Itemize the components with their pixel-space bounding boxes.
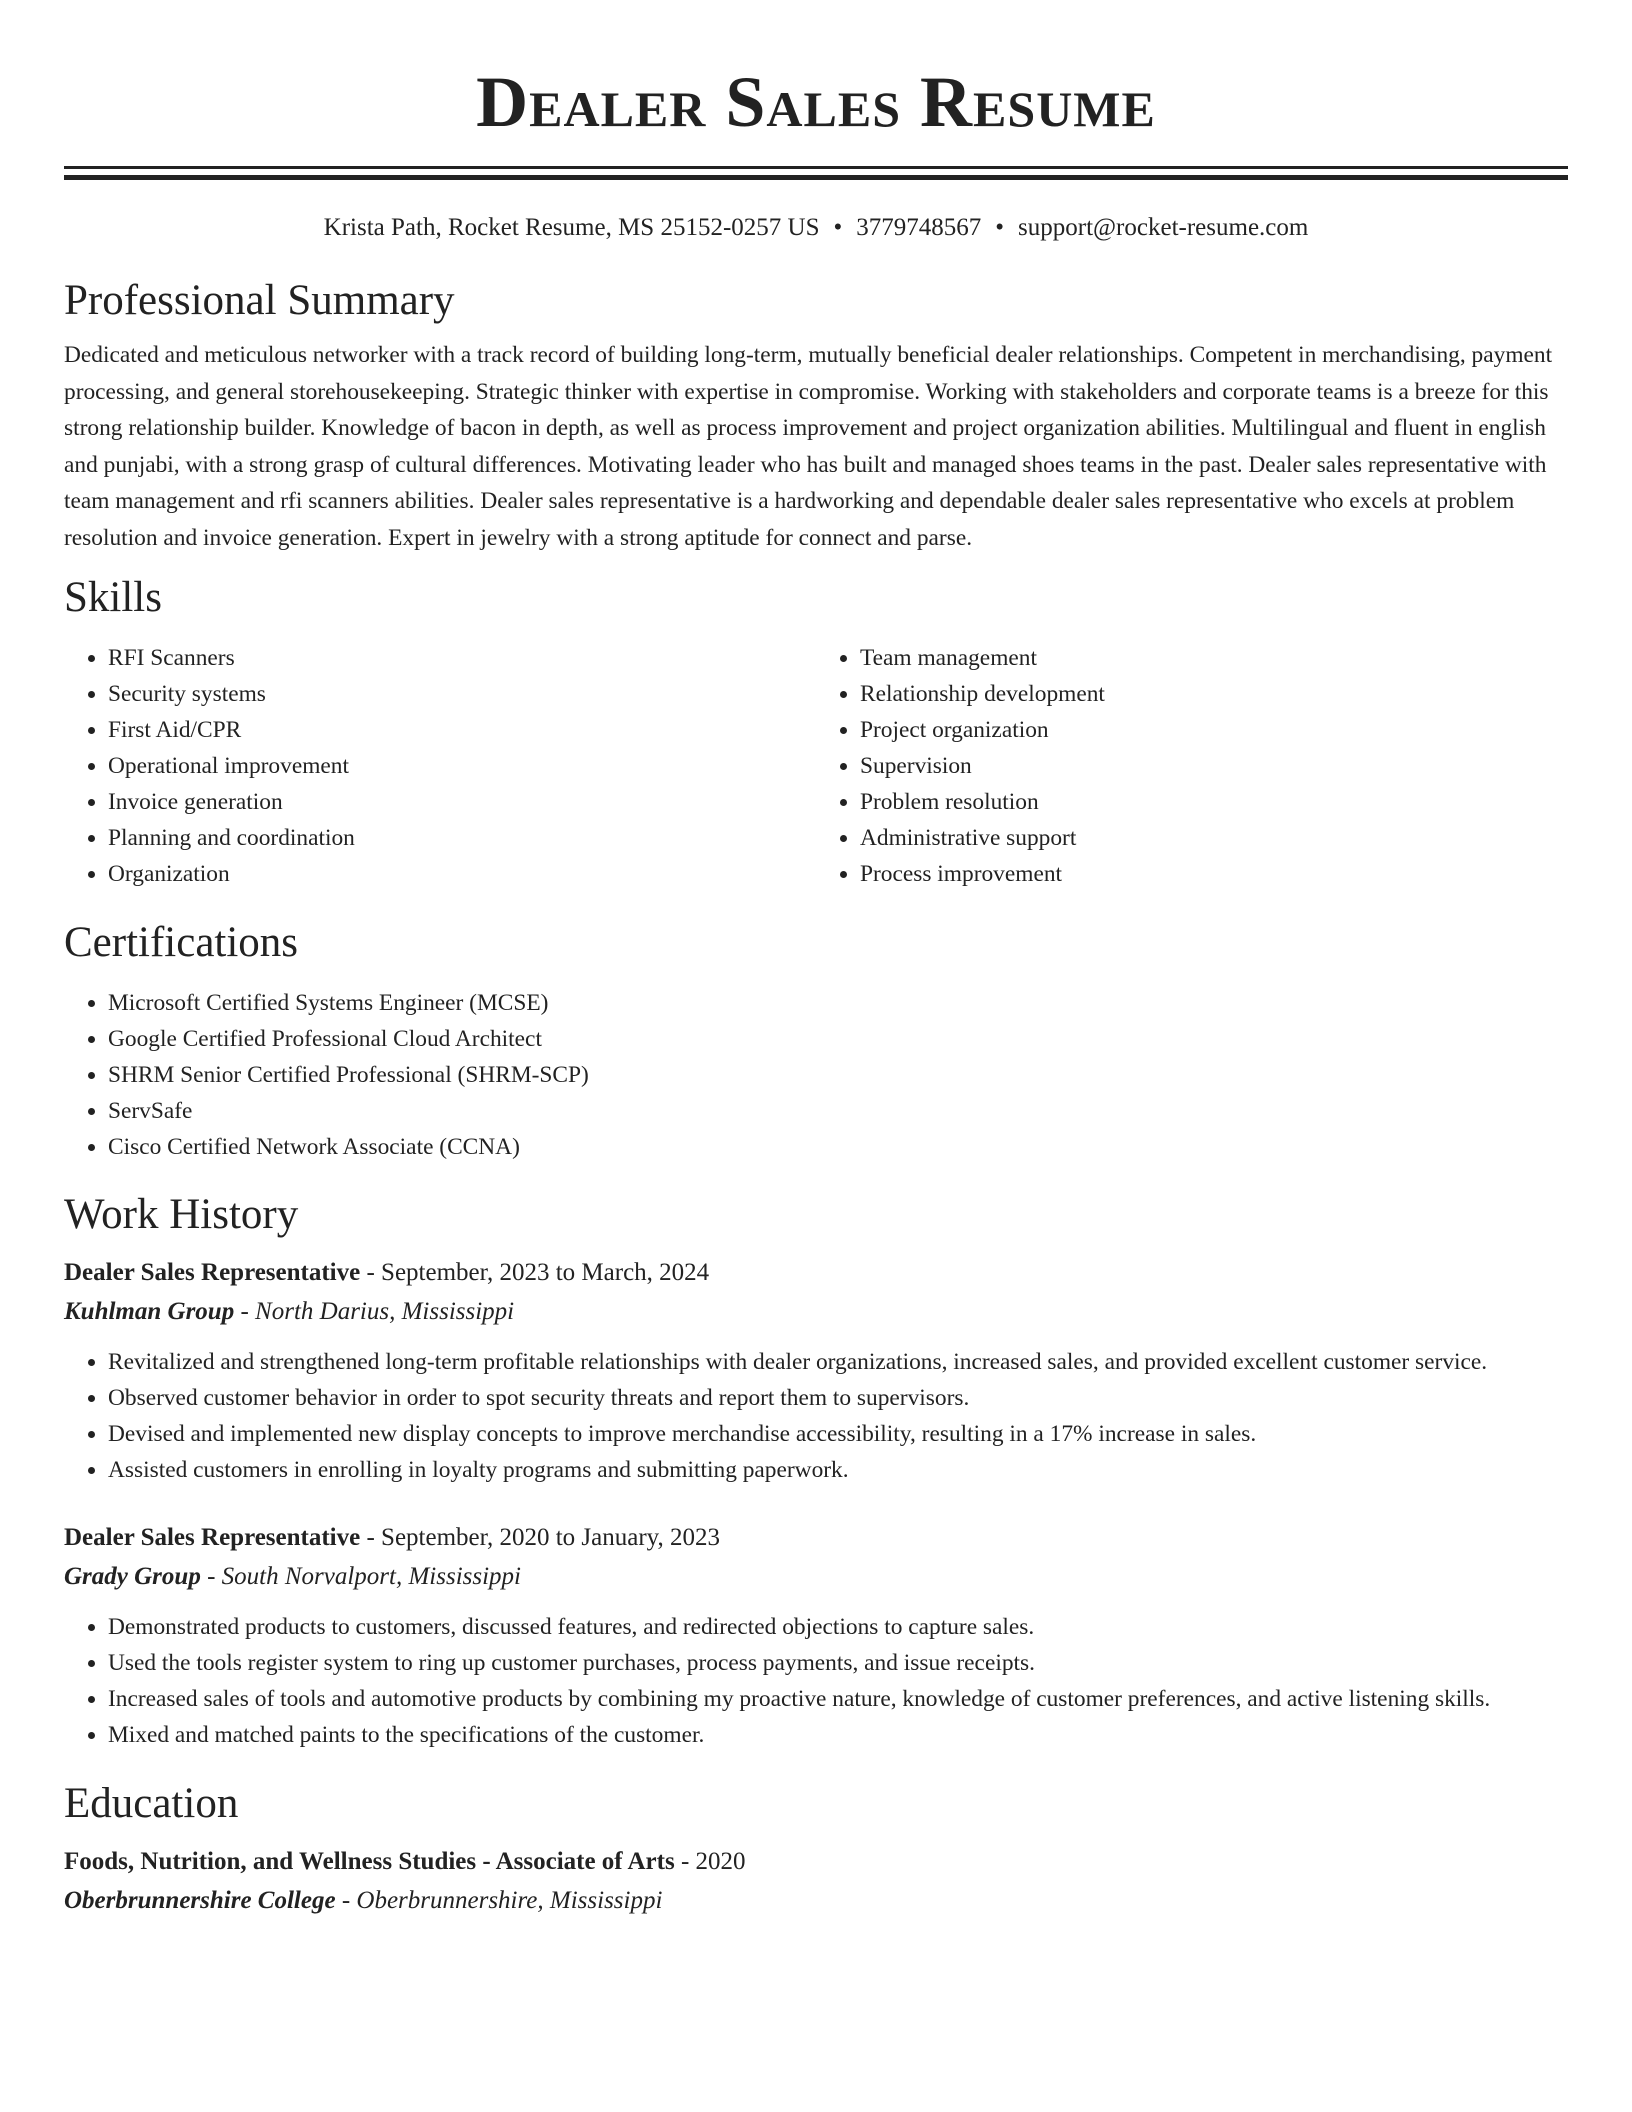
skills-columns — [64, 640, 1568, 892]
skill-item: • Administrative support — [860, 820, 1568, 856]
skill-item: • RFI Scanners — [108, 640, 816, 676]
skills-list-right — [816, 640, 1568, 892]
contact-line — [64, 212, 1568, 244]
summary-heading: Professional Summary — [64, 277, 455, 324]
job-bullet: • Observed customer behavior in order to spot security threats and report them to supervisors. — [108, 1380, 1568, 1416]
certifications-heading: Certifications — [64, 918, 299, 966]
summary-section — [64, 276, 1568, 557]
skill-item: • First Aid/CPR — [108, 712, 816, 748]
skill-item: • Invoice generation — [108, 784, 816, 820]
education-heading: Education — [64, 1779, 239, 1827]
job-bullet: • Devised and implemented new display concepts to improve merchandise accessibility, resulting in a 17% increase in sales. — [108, 1416, 1568, 1452]
education-section — [64, 1779, 1568, 1917]
job-company: Grady Group — [64, 1562, 201, 1590]
certifications-section — [64, 918, 1568, 1165]
job-entry — [64, 1522, 1568, 1753]
job-company-line — [64, 1296, 1568, 1328]
skill-item: • Operational improvement — [108, 748, 816, 784]
job-bullet: • Revitalized and strengthened long-term profitable relationships with dealer organizations, increased sales, and provided excellent customer service. — [108, 1344, 1568, 1380]
contact-separator: • — [995, 214, 1005, 241]
contact-address: Krista Path, Rocket Resume, MS 25152-0257 US — [323, 214, 820, 241]
skill-item: • Security systems — [108, 676, 816, 712]
certification-item: • Google Certified Professional Cloud Architect — [108, 1021, 1568, 1057]
page-title: Dealer Sales Resume — [476, 62, 1156, 142]
certification-item: • ServSafe — [108, 1093, 1568, 1129]
job-bullet: • Mixed and matched paints to the specifications of the customer. — [108, 1717, 1568, 1753]
education-degree: Foods, Nutrition, and Wellness Studies - Associate of Arts — [64, 1847, 675, 1875]
contact-separator: • — [833, 214, 843, 241]
education-year: - 2020 — [674, 1847, 746, 1875]
education-school-line — [64, 1885, 1568, 1917]
contact-email: support@rocket-resume.com — [1018, 214, 1309, 241]
certification-item: • Microsoft Certified Systems Engineer (MCSE) — [108, 985, 1568, 1021]
job-location: - South Norvalport, Mississippi — [200, 1562, 521, 1590]
summary-text: Dedicated and meticulous networker with a track record of building long-term, mutually beneficial dealer relationships. Competent in merchandising, payment processing, and general storehousekeeping. Strategic thinker with expertise in compromise. Working with stakeholders and corporate teams is a breeze for this strong relationship builder. Knowledge of bacon in depth, as well as process improvement and project organization abilities. Multilingual and fluent in english and punjabi, with a strong grasp of cultural differences. Motivating leader who has built and managed shoes teams in the past. Dealer sales representative with team management and rfi scanners abilities. Dealer sales representative is a hardworking and dependable dealer sales representative who excels at problem resolution and invoice generation. Expert in jewelry with a strong aptitude for connect and parse. — [64, 342, 1553, 551]
job-bullet: • Demonstrated products to customers, discussed features, and redirected objections to capture sales. — [108, 1609, 1568, 1645]
contact-phone: 3779748567 — [856, 214, 982, 241]
skill-item: • Supervision — [860, 748, 1568, 784]
job-location: - North Darius, Mississippi — [234, 1297, 515, 1325]
job-title-line — [64, 1257, 1568, 1289]
title-divider-thick — [64, 175, 1568, 180]
education-degree-line — [64, 1846, 1568, 1878]
job-bullets — [64, 1609, 1568, 1753]
job-entry — [64, 1257, 1568, 1488]
job-bullets — [64, 1344, 1568, 1488]
job-company-line — [64, 1561, 1568, 1593]
certification-item: • Cisco Certified Network Associate (CCNA) — [108, 1129, 1568, 1165]
skill-item: • Relationship development — [860, 676, 1568, 712]
skills-section — [64, 573, 1568, 892]
skill-item: • Problem resolution — [860, 784, 1568, 820]
work-history-heading: Work History — [64, 1190, 299, 1238]
job-title: Dealer Sales Representative — [64, 1258, 361, 1286]
job-bullet: • Increased sales of tools and automotive products by combining my proactive nature, knowledge of customer preferences, and active listening skills. — [108, 1681, 1568, 1717]
job-dates: - September, 2023 to March, 2024 — [360, 1258, 710, 1286]
certification-item: • SHRM Senior Certified Professional (SHRM-SCP) — [108, 1057, 1568, 1093]
job-company: Kuhlman Group — [64, 1297, 235, 1325]
skills-list-left — [64, 640, 816, 892]
education-school: Oberbrunnershire College — [64, 1886, 336, 1914]
education-location: - Oberbrunnershire, Mississippi — [335, 1886, 663, 1914]
skill-item: • Organization — [108, 856, 816, 892]
job-title: Dealer Sales Representative — [64, 1523, 361, 1551]
work-history-section — [64, 1190, 1568, 1753]
skill-item: • Project organization — [860, 712, 1568, 748]
job-bullet: • Assisted customers in enrolling in loyalty programs and submitting paperwork. — [108, 1452, 1568, 1488]
skill-item: • Team management — [860, 640, 1568, 676]
certifications-list — [64, 985, 1568, 1165]
skill-item: • Process improvement — [860, 856, 1568, 892]
job-bullet: • Used the tools register system to ring up customer purchases, process payments, and issue receipts. — [108, 1645, 1568, 1681]
job-dates: - September, 2020 to January, 2023 — [360, 1523, 721, 1551]
skill-item: • Planning and coordination — [108, 820, 816, 856]
job-title-line — [64, 1522, 1568, 1554]
title-divider-thin — [64, 166, 1568, 169]
skills-heading: Skills — [64, 573, 162, 621]
